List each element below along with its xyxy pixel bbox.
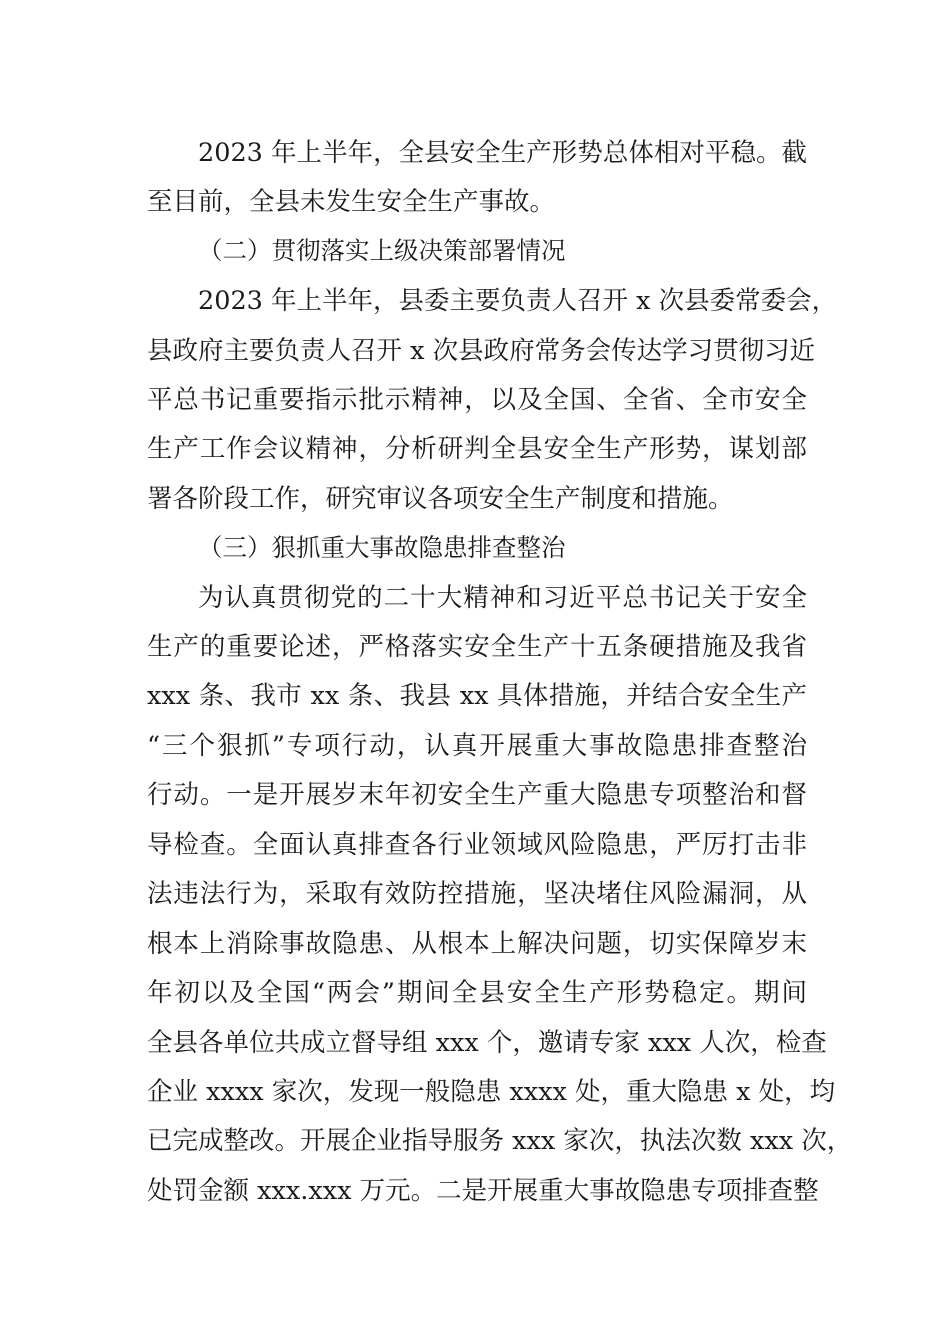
paragraph-3-line-9: 年初以及全国“两会”期间全县安全生产形势稳定。期间 (147, 978, 807, 1008)
paragraph-3-line-3: xxx 条、我市 xx 条、我县 xx 具体措施，并结合安全生产 (147, 681, 807, 711)
paragraph-3-line-2: 生产的重要论述，严格落实安全生产十五条硬措施及我省 (147, 632, 807, 662)
paragraph-3-line-13: 处罚金额 xxx.xxx 万元。二是开展重大事故隐患专项排查整 (147, 1176, 819, 1206)
section-heading-2: （二）贯彻落实上级决策部署情况 (198, 236, 566, 265)
section-heading-3: （三）狠抓重大事故隐患排查整治 (198, 533, 566, 562)
paragraph-3-line-8: 根本上消除事故隐患、从根本上解决问题，切实保障岁末 (147, 929, 807, 959)
paragraph-3-line-1: 为认真贯彻党的二十大精神和习近平总书记关于安全 (198, 583, 807, 613)
paragraph-3-line-11: 企业 xxxx 家次，发现一般隐患 xxxx 处，重大隐患 x 处，均 (147, 1077, 836, 1107)
paragraph-1-line-2: 至目前，全县未发生安全生产事故。 (147, 187, 556, 217)
paragraph-3-line-12: 已完成整改。开展企业指导服务 xxx 家次，执法次数 xxx 次， (147, 1126, 853, 1156)
paragraph-3-line-4: “三个狠抓”专项行动，认真开展重大事故隐患排查整治 (147, 731, 807, 761)
paragraph-2-line-3: 平总书记重要指示批示精神，以及全国、全省、全市安全 (147, 385, 807, 415)
paragraph-2-line-4: 生产工作会议精神，分析研判全县安全生产形势，谋划部 (147, 434, 807, 464)
paragraph-2-line-1: 2023 年上半年，县委主要负责人召开 x 次县委常委会， (198, 286, 838, 316)
paragraph-3-line-5: 行动。一是开展岁末年初安全生产重大隐患专项整治和督 (147, 780, 807, 810)
paragraph-1-line-1: 2023 年上半年，全县安全生产形势总体相对平稳。截 (198, 138, 807, 168)
paragraph-2-line-5: 署各阶段工作，研究审议各项安全生产制度和措施。 (147, 484, 734, 514)
paragraph-3-line-10: 全县各单位共成立督导组 xxx 个，邀请专家 xxx 人次，检查 (147, 1028, 827, 1058)
paragraph-2-line-2: 县政府主要负责人召开 x 次县政府常务会传达学习贯彻习近 (147, 336, 816, 366)
paragraph-3-line-6: 导检查。全面认真排查各行业领域风险隐患，严厉打击非 (147, 830, 807, 860)
paragraph-3-line-7: 法违法行为，采取有效防控措施，坚决堵住风险漏洞，从 (147, 879, 807, 909)
